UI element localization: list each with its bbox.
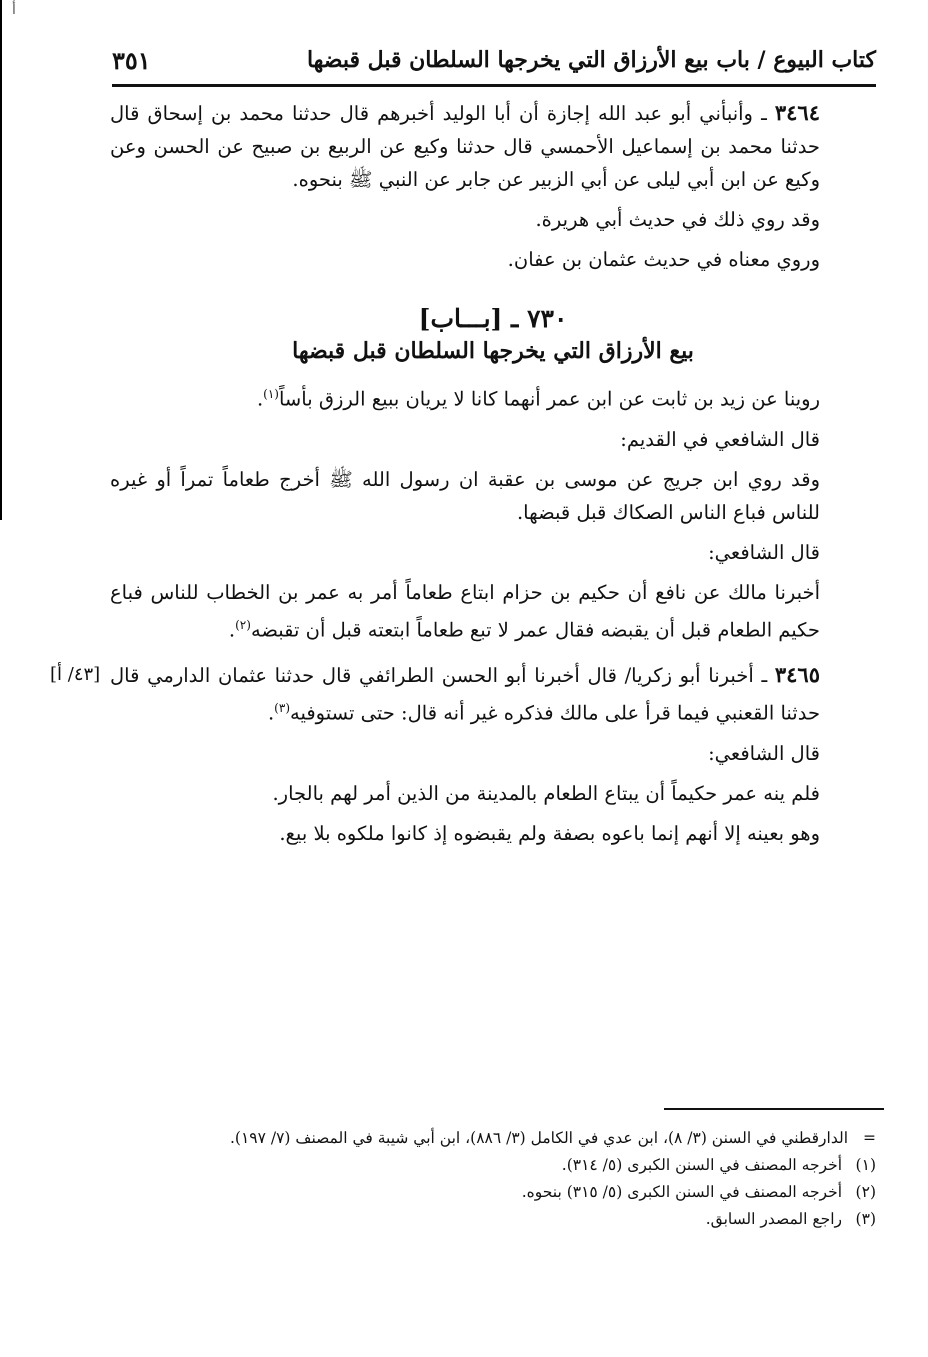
paragraph-lam-yanhahu: فلم ينه عمر حكيماً أن يبتاع الطعام بالمدينة من الذين أمر لهم بالجار. (272, 781, 820, 805)
manuscript-folio-ref: [٤٣/ أ] (50, 664, 101, 685)
paragraph-zayd-text: روينا عن زيد بن ثابت عن ابن عمر أنهما كانا لا يريان ببيع الرزق بأساً (278, 387, 820, 411)
paragraph-malik-text: أخبرنا مالك عن نافع أن حكيم بن حزام ابتاع طعاماً أمر به عمر بن الخطاب للناس فباع حكيم الطعام قبل أن يقبضه فقال عمر لا تبع طعاماً ابتعته قبل أن تقبضه (110, 580, 820, 641)
footnote-number: (٢) (855, 1183, 876, 1201)
paragraph-wa-huwa: وهو بعينه إلا أنهم إنما باعوه بصفة ولم يقبضوه إذ كانوا ملكوه بلا بيع. (279, 821, 820, 845)
footnote-text: أخرجه المصنف في السنن الكبرى (٥/ ٣١٥) بنحوه. (521, 1183, 842, 1201)
footnote-item (128, 1206, 876, 1233)
hadith-text: ـ أخبرنا أبو زكريا/ قال أخبرنا أبو الحسن الطرائفي قال حدثنا عثمان الدارمي قال حدثنا القعنبي فيما قرأ على مالك فذكره غير أنه قال: حتى تستوفيه (110, 664, 820, 725)
footnote-continuation (128, 1125, 876, 1152)
footnote-text: أخرجه المصنف في السنن الكبرى (٥/ ٣١٤). (561, 1156, 842, 1174)
page-number: ٣٥١ (112, 45, 151, 75)
chapter-number: ٧٣٠ ـ [بـــاب] (418, 304, 568, 333)
footnote-text: الدارقطني في السنن (٣/ ٨)، ابن عدي في الكامل (٣/ ٨٨٦)، ابن أبي شيبة في المصنف (٧/ ١٩٧). (229, 1129, 848, 1147)
chapter-title: بيع الأرزاق التي يخرجها السلطان قبل قبضها (292, 338, 694, 364)
running-title: كتاب البيوع / باب بيع الأرزاق التي يخرجها السلطان قبل قبضها (306, 47, 876, 73)
corner-mark: أ (12, 2, 16, 18)
scan-edge-line (0, 0, 2, 520)
header-rule (112, 84, 876, 87)
hadith-number: ٣٤٦٥ (774, 662, 820, 687)
footnote-ref-3: (٣) (274, 701, 290, 715)
hadith-3465: ٣٤٦٥ ـ أخبرنا أبو زكريا/ قال أخبرنا أبو الحسن الطرائفي قال حدثنا عثمان الدارمي قال حدثنا القعنبي فيما قرأ على مالك فذكره غير أنه قال: حتى تستوفيه$^{(٣)}$. (110, 662, 820, 725)
paragraph-zayd: روينا عن زيد بن ثابت عن ابن عمر أنهما كانا لا يريان ببيع الرزق بأساً$^{(١)}$. (256, 387, 820, 411)
footnotes (128, 1125, 876, 1233)
footnote-separator (664, 1108, 884, 1110)
footnote-item (128, 1152, 876, 1179)
paragraph-malik: أخبرنا مالك عن نافع أن حكيم بن حزام ابتاع طعاماً أمر به عمر بن الخطاب للناس فباع حكيم الطعام قبل أن يقبضه فقال عمر لا تبع طعاماً ابتعته قبل أن تقبضه$^{(٢)}$. (110, 580, 820, 641)
footnote-text: راجع المصدر السابق. (705, 1210, 842, 1228)
paragraph-uthman: وروي معناه في حديث عثمان بن عفان. (507, 248, 820, 271)
footnote-item (128, 1179, 876, 1206)
hadith-text: ـ وأنبأني أبو عبد الله إجازة أن أبا الوليد أخبرهم قال حدثنا محمد بن إسحاق قال حدثنا محمد بن إسماعيل الأحمسي قال حدثنا وكيع عن الربيع بن صبيح عن الحسن وعن وكيع عن ابن أبي ليلى عن أبي الزبير عن جابر عن النبي ﷺ بنحوه. (110, 102, 820, 191)
continuation-mark: = (863, 1129, 876, 1147)
main-text (50, 96, 876, 850)
paragraph-abu-hurayra: وقد روي ذلك في حديث أبي هريرة. (535, 208, 820, 231)
shafii-label: قال الشافعي: (708, 741, 820, 765)
page-header (112, 38, 876, 82)
shafii-qadim: قال الشافعي في القديم: (620, 427, 820, 451)
hadith-3464 (110, 96, 876, 196)
hadith-number: ٣٤٦٤ (774, 100, 820, 125)
paragraph-ibn-jurayj: وقد روي ابن جريج عن موسى بن عقبة ان رسول الله ﷺ أخرج طعاماً تمراً أو غيره للناس فباع الناس الصكاك قبل قبضها. (110, 467, 820, 524)
footnote-number: (٣) (855, 1210, 876, 1228)
footnote-ref-2: (٢) (235, 617, 251, 632)
hadith-3465-row (50, 658, 876, 730)
footnote-ref-1: (١) (263, 387, 279, 401)
footnote-number: (١) (855, 1156, 876, 1174)
shafii-label: قال الشافعي: (708, 540, 820, 564)
